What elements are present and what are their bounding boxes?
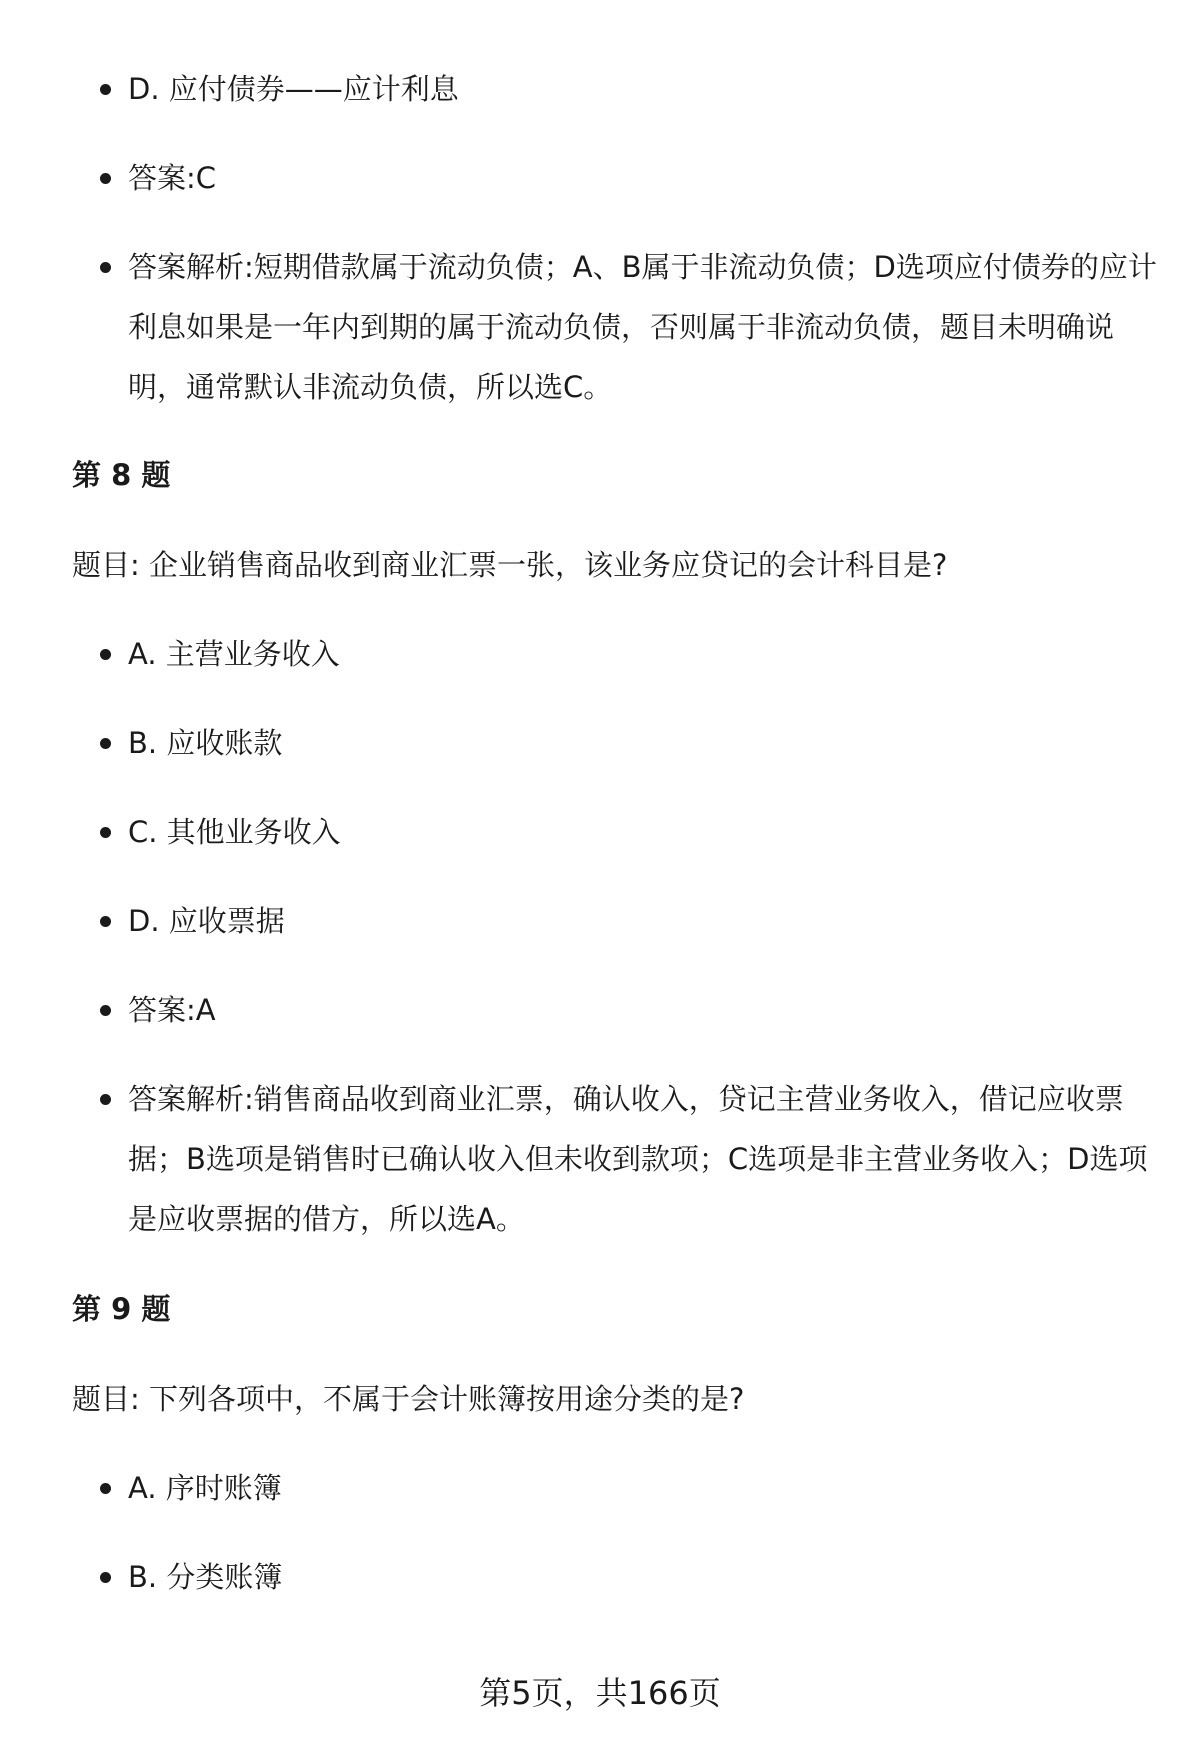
option-item: D. 应收票据	[128, 891, 1163, 951]
option-item: A. 序时账簿	[128, 1458, 1163, 1518]
question-heading: 第 9 题	[72, 1292, 171, 1326]
explanation-item: 答案解析:销售商品收到商业汇票，确认收入，贷记主营业务收入，借记应收票据；B选项是销售时已确认收入但未收到款项；C选项是非主营业务收入；D选项是应收票据的借方，所以选A。	[128, 1069, 1163, 1249]
explanation-item: 答案解析:短期借款属于流动负债；A、B属于非流动负债；D选项应付债券的应计利息如果是一年内到期的属于流动负债，否则属于非流动负债，题目未明确说明，通常默认非流动负债，所以选C。	[128, 237, 1163, 417]
option-item: C. 其他业务收入	[128, 802, 1163, 862]
option-item: B. 分类账簿	[128, 1547, 1163, 1607]
option-item: B. 应收账款	[128, 713, 1163, 773]
question-text: 题目: 企业销售商品收到商业汇票一张，该业务应贷记的会计科目是?	[72, 548, 948, 582]
page-number: 第5页，共166页	[479, 1674, 721, 1712]
question-text: 题目: 下列各项中，不属于会计账簿按用途分类的是?	[72, 1382, 745, 1416]
option-item: D. 应付债券——应计利息	[128, 59, 1163, 119]
answer-item: 答案:A	[128, 980, 1163, 1040]
question-heading: 第 8 题	[72, 458, 171, 492]
answer-item: 答案:C	[128, 148, 1163, 208]
option-item: A. 主营业务收入	[128, 624, 1163, 684]
